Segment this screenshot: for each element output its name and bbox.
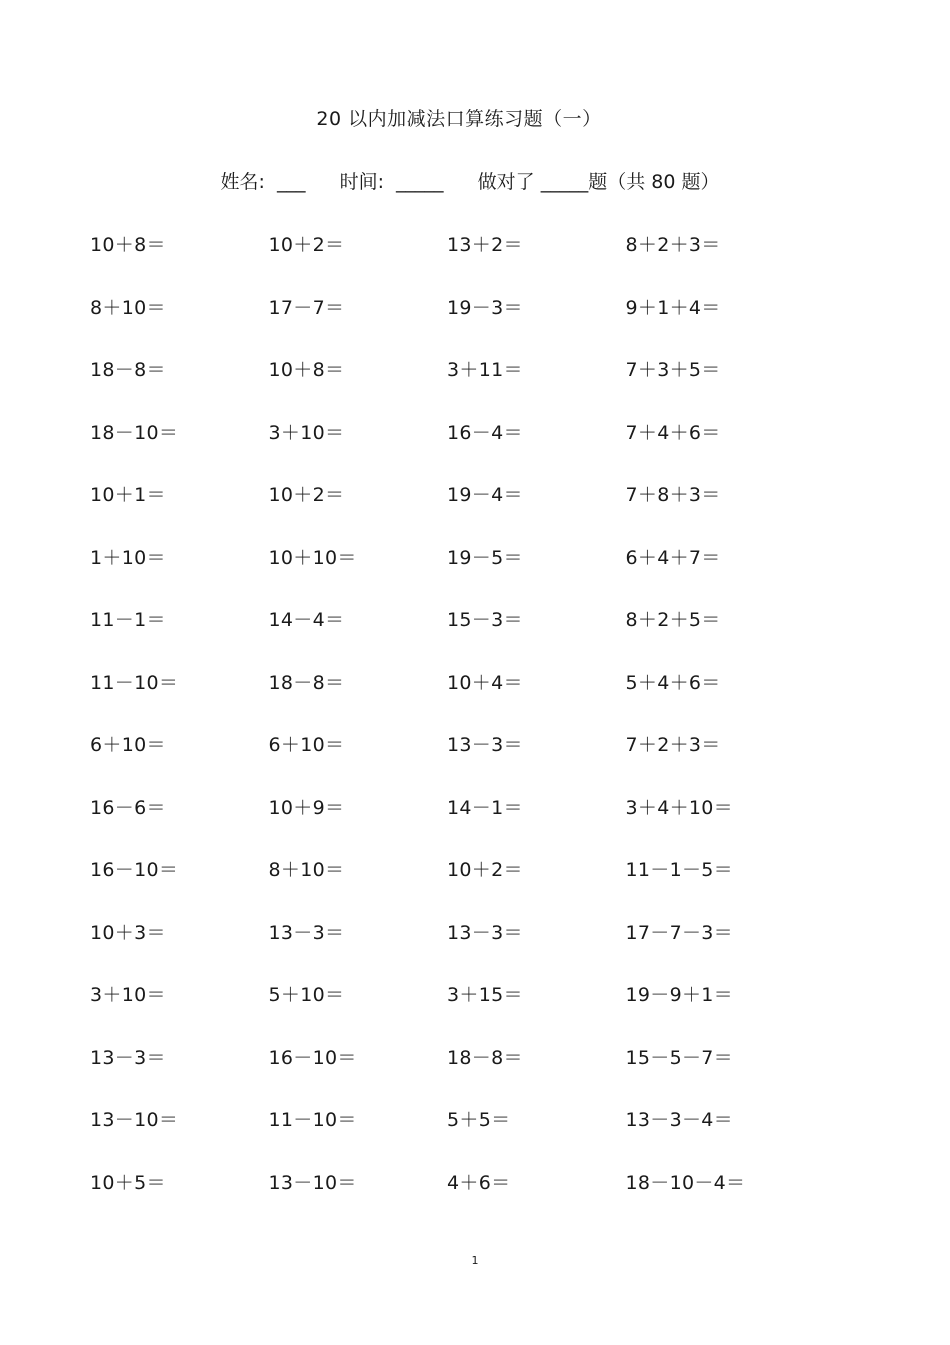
problem-row [90, 605, 810, 668]
arithmetic-problem: 3＋10＝ [268, 421, 345, 444]
arithmetic-problem: 13－3＝ [90, 1046, 166, 1069]
arithmetic-problem: 15－3＝ [447, 609, 523, 631]
arithmetic-problem: 11－1－5＝ [625, 859, 733, 881]
arithmetic-problem: 11－1＝ [90, 609, 166, 631]
arithmetic-problem: 3＋10＝ [90, 984, 166, 1006]
problem-row [90, 418, 810, 481]
arithmetic-problem: 7＋3＋5＝ [625, 359, 721, 381]
arithmetic-problem: 10＋1＝ [90, 484, 166, 506]
arithmetic-problem: 7＋8＋3＝ [625, 484, 721, 506]
arithmetic-problem: 3＋11＝ [447, 359, 523, 381]
arithmetic-problem: 3＋4＋10＝ [625, 796, 733, 819]
student-info-row [0, 167, 940, 194]
arithmetic-problem: 3＋15＝ [447, 984, 523, 1006]
problem-row [90, 980, 810, 1043]
problem-row [90, 1168, 810, 1231]
arithmetic-problem: 19－5＝ [447, 546, 523, 569]
arithmetic-problem: 16－10＝ [90, 859, 179, 881]
arithmetic-problem: 13－3＝ [268, 921, 345, 944]
arithmetic-problem: 13＋2＝ [447, 234, 523, 256]
correct-count-blank[interactable]: _____ [540, 171, 589, 193]
arithmetic-problem: 8＋10＝ [268, 859, 345, 881]
arithmetic-problem: 19－4＝ [447, 484, 523, 506]
arithmetic-problem: 13－10＝ [268, 1171, 357, 1194]
arithmetic-problem: 11－10＝ [90, 671, 179, 694]
arithmetic-problem: 13－3－4＝ [625, 1109, 733, 1131]
arithmetic-problem: 18－8＝ [90, 359, 166, 381]
arithmetic-problem: 4＋6＝ [447, 1171, 511, 1194]
arithmetic-problem: 13－3＝ [447, 921, 523, 944]
arithmetic-problem: 10＋2＝ [447, 859, 523, 881]
arithmetic-problem: 15－5－7＝ [625, 1046, 733, 1069]
arithmetic-problem: 9＋1＋4＝ [625, 296, 721, 319]
problem-row [90, 1043, 810, 1106]
arithmetic-problem: 14－4＝ [268, 609, 345, 631]
name-blank[interactable]: ___ [276, 171, 306, 193]
arithmetic-problem: 5＋5＝ [447, 1109, 511, 1131]
arithmetic-problem: 16－4＝ [447, 421, 523, 444]
page-title: 20 以内加减法口算练习题（一） [316, 108, 602, 130]
arithmetic-problem: 10＋5＝ [90, 1171, 166, 1194]
arithmetic-problem: 19－3＝ [447, 296, 523, 319]
arithmetic-problem: 10＋2＝ [268, 234, 345, 256]
problem-row [90, 1105, 810, 1168]
time-label: 时间: [339, 171, 384, 193]
arithmetic-problem: 8＋2＋3＝ [625, 234, 721, 256]
arithmetic-problem: 10＋10＝ [268, 546, 357, 569]
arithmetic-problem: 18－10＝ [90, 421, 179, 444]
arithmetic-problem: 16－6＝ [90, 796, 166, 819]
problem-row [90, 480, 810, 543]
arithmetic-problem: 1＋10＝ [90, 546, 166, 569]
arithmetic-problem: 17－7－3＝ [625, 921, 733, 944]
arithmetic-problem: 11－10＝ [268, 1109, 357, 1131]
problem-row [90, 543, 810, 606]
arithmetic-problem: 10＋3＝ [90, 921, 166, 944]
problem-row [90, 355, 810, 418]
arithmetic-problem: 7＋2＋3＝ [625, 734, 721, 756]
arithmetic-problem: 16－10＝ [268, 1046, 357, 1069]
arithmetic-problem: 18－8＝ [268, 671, 345, 694]
arithmetic-problem: 14－1＝ [447, 796, 523, 819]
arithmetic-problem: 5＋4＋6＝ [625, 671, 721, 694]
problem-row [90, 230, 810, 293]
arithmetic-problem: 5＋10＝ [268, 984, 345, 1006]
arithmetic-problem: 8＋10＝ [90, 296, 166, 319]
problem-row [90, 793, 810, 856]
arithmetic-problem: 8＋2＋5＝ [625, 609, 721, 631]
problem-row [90, 855, 810, 918]
problem-row [90, 918, 810, 981]
arithmetic-problem: 7＋4＋6＝ [625, 421, 721, 444]
arithmetic-problem: 18－10－4＝ [625, 1171, 746, 1194]
arithmetic-problem: 10＋9＝ [268, 796, 345, 819]
problem-row [90, 293, 810, 356]
arithmetic-problem: 18－8＝ [447, 1046, 523, 1069]
problem-grid [90, 230, 810, 1230]
time-blank[interactable]: _____ [396, 171, 444, 193]
arithmetic-problem: 6＋10＝ [90, 734, 166, 756]
arithmetic-problem: 10＋8＝ [90, 234, 166, 256]
arithmetic-problem: 6＋4＋7＝ [625, 546, 721, 569]
problem-row [90, 668, 810, 731]
arithmetic-problem: 10＋2＝ [268, 484, 345, 506]
page-number: 1 [471, 1254, 479, 1267]
arithmetic-problem: 19－9＋1＝ [625, 984, 733, 1006]
arithmetic-problem: 10＋8＝ [268, 359, 345, 381]
arithmetic-problem: 10＋4＝ [447, 671, 523, 694]
arithmetic-problem: 13－3＝ [447, 734, 523, 756]
problem-row [90, 730, 810, 793]
name-label: 姓名: [220, 171, 265, 193]
arithmetic-problem: 17－7＝ [268, 296, 345, 319]
arithmetic-problem: 6＋10＝ [268, 734, 345, 756]
arithmetic-problem: 13－10＝ [90, 1109, 179, 1131]
correct-count-label: 做对了 [477, 171, 535, 193]
total-count-text: 题（共 80 题） [588, 171, 720, 193]
